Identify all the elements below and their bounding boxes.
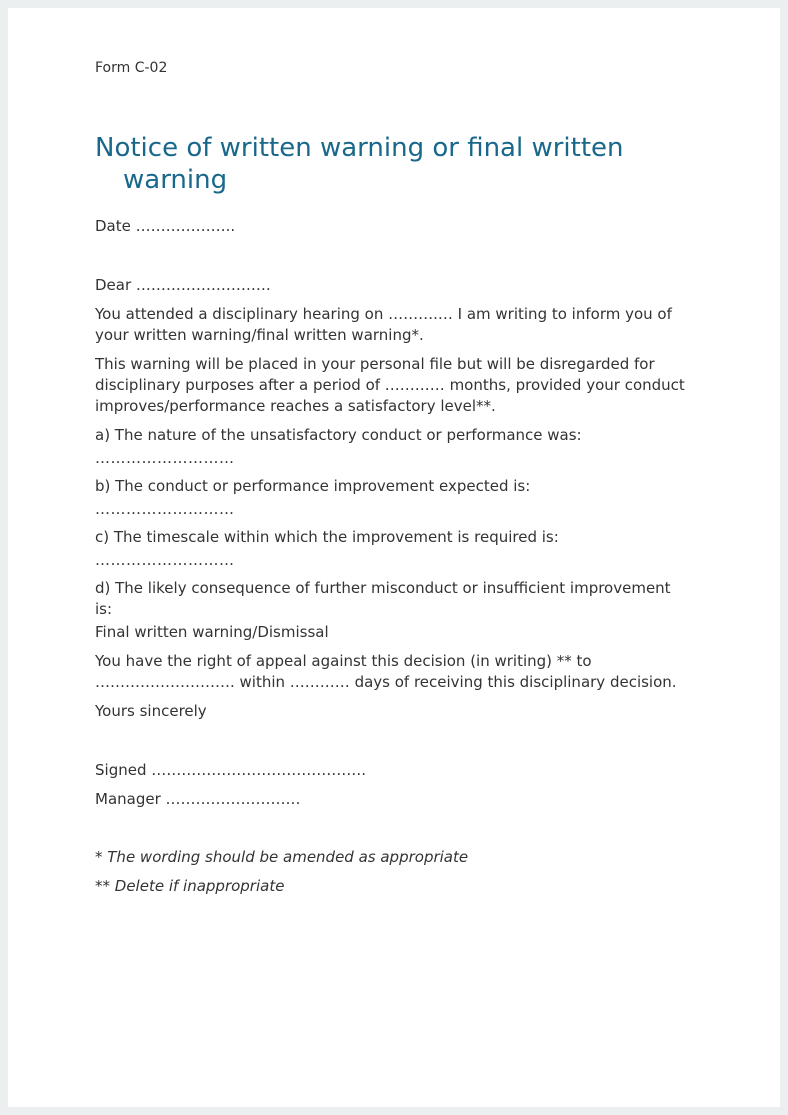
manager-line: Manager ……………………… <box>95 790 301 808</box>
item-d-label: d) The likely consequence of further misconduct or insufficient improvement is: <box>95 579 671 618</box>
signed-line: Signed ……………………………………. <box>95 761 367 779</box>
item-c-label: c) The timescale within which the improvement is required is: <box>95 528 559 546</box>
item-c-fill-line: ……………………… <box>95 551 235 569</box>
date-line: Date ……………….. <box>95 217 236 235</box>
document-page <box>8 8 780 1107</box>
item-d-consequence: Final written warning/Dismissal <box>95 623 329 641</box>
salutation-line: Dear ……………………… <box>95 276 271 294</box>
paragraph-personal-file: This warning will be placed in your personal file but will be disregarded for disciplinary purposes after a period of ………… months, provided your conduct improves/performance reaches a satisfactory level**. <box>95 355 685 415</box>
closing-line: Yours sincerely <box>95 702 207 720</box>
form-number: Form C-02 <box>95 60 168 76</box>
item-b-label: b) The conduct or performance improvement expected is: <box>95 477 531 495</box>
item-a-label: a) The nature of the unsatisfactory conduct or performance was: <box>95 426 582 444</box>
footnote-delete-inappropriate: ** Delete if inappropriate <box>95 877 285 895</box>
item-b-fill-line: ……………………… <box>95 500 235 518</box>
item-a-fill-line: ……………………… <box>95 449 235 467</box>
paragraph-hearing: You attended a disciplinary hearing on ……….… I am writing to inform you of your written warning/final written warning*. <box>95 305 672 344</box>
item-d-block <box>95 578 690 643</box>
page-title: Notice of written warning or final written warning <box>95 133 624 195</box>
footnote-amend-wording: * The wording should be amended as appropriate <box>95 848 469 866</box>
paragraph-appeal: You have the right of appeal against this decision (in writing) ** to ………………………. within ………… days of receiving this disciplinary decision. <box>95 652 677 691</box>
